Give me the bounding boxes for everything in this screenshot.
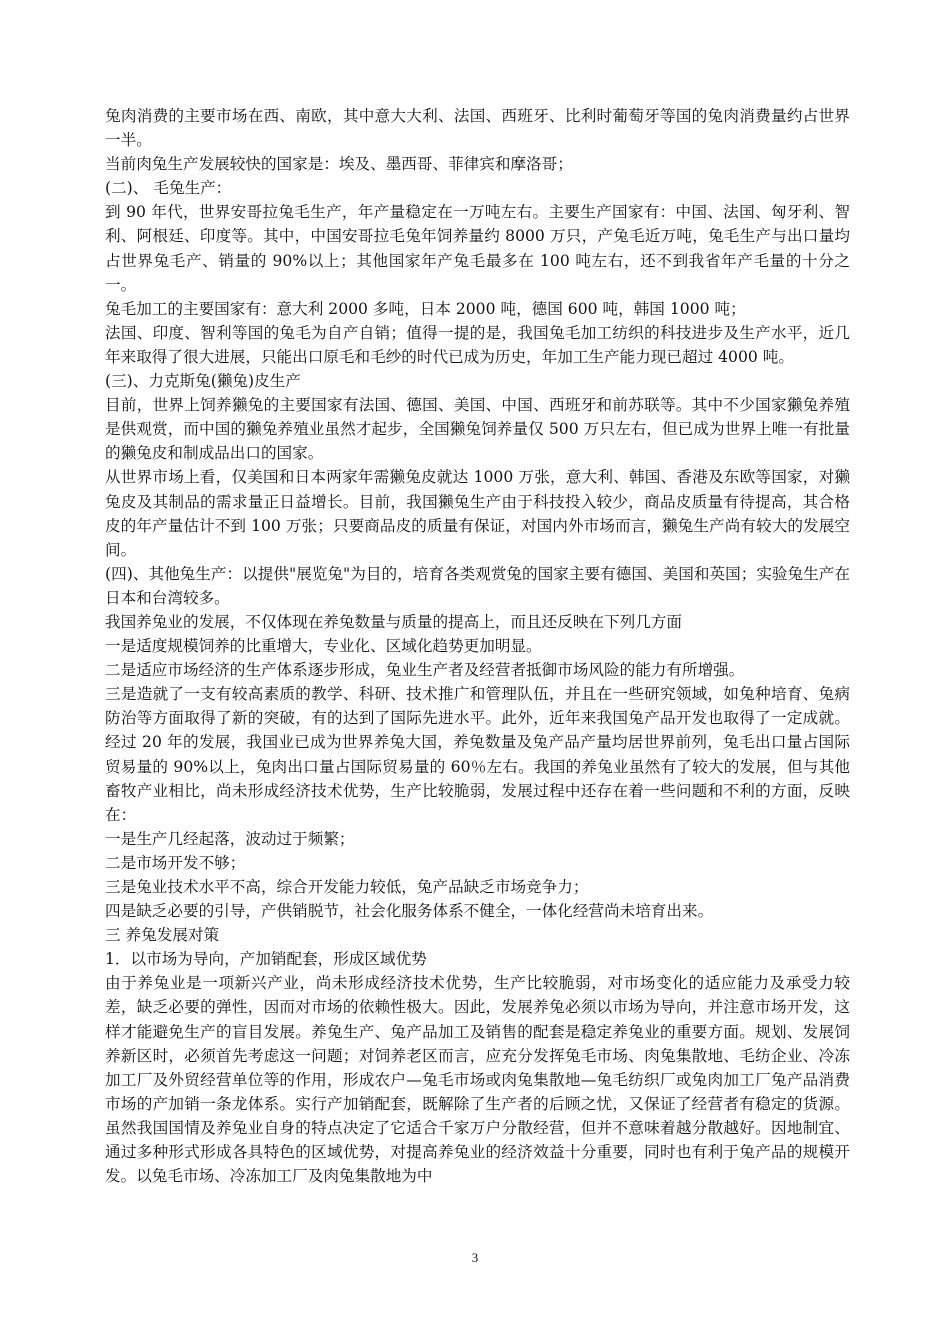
paragraph: 二是市场开发不够； bbox=[105, 853, 246, 872]
paragraph: 到 90 年代，世界安哥拉兔毛生产，年产量稳定在一万吨左右。主要生产国家有：中国、法国、匈牙利、智利、阿根廷、印度等。其中，中国安哥拉毛兔年饲养量约 8000 万只，产兔毛近万吨，兔毛生产与出口量均占世界兔毛产、销量的 90%以上；其他国家年产兔毛最多在 100 吨左右，还不到我省年产毛量的十分之一。 bbox=[105, 203, 850, 294]
paragraph: 一是适度规模饲养的比重增大，专业化、区域化趋势更加明显。 bbox=[105, 637, 542, 656]
page-number: 3 bbox=[471, 1250, 479, 1265]
paragraph: 兔肉消费的主要市场在西、南欧，其中意大大利、法国、西班牙、比利时葡萄牙等国的兔肉消费量约占世界一半。 bbox=[105, 107, 850, 150]
paragraph: 二是适应市场经济的生产体系逐步形成，兔业生产者及经营者抵御市场风险的能力有所增强。 bbox=[105, 661, 745, 680]
paragraph: 我国养兔业的发展，不仅体现在养兔数量与质量的提高上，而且还反映在下列几方面 bbox=[105, 612, 682, 631]
paragraph: 法国、印度、智利等国的兔毛为自产自销；值得一提的是，我国兔毛加工纺织的科技进步及生产水平，近几年来取得了很大进展，只能出口原毛和毛纱的时代已成为历史，年加工生产能力现已超过 4000 吨。 bbox=[105, 323, 850, 366]
paragraph: 三是造就了一支有较高素质的教学、科研、技术推广和管理队伍，并且在一些研究领域，如兔种培育、兔病防治等方面取得了新的突破，有的达到了国际先进水平。此外，近年来我国兔产品开发也取得了一定成就。经过 20 年的发展，我国业已成为世界养兔大国，养兔数量及兔产品产量均居世界前列，兔毛出口量占国际贸易量的 90%以上，兔肉出口量占国际贸易量的 60％左右。我国的养兔业虽然有了较大的发展，但与其他畜牧产业相比，尚未形成经济技术优势，生产比较脆弱，发展过程中还存在着一些问题和不利的方面，反映在： bbox=[105, 685, 850, 824]
paragraph: 当前肉兔生产发展较快的国家是：埃及、墨西哥、菲律宾和摩洛哥； bbox=[105, 155, 573, 174]
paragraph: 兔毛加工的主要国家有：意大利 2000 多吨，日本 2000 吨，德国 600 吨，韩国 1000 吨； bbox=[105, 299, 746, 318]
paragraph: 由于养兔业是一项新兴产业，尚未形成经济技术优势，生产比较脆弱，对市场变化的适应能力及承受力较差，缺乏必要的弹性，因而对市场的依赖性极大。因此，发展养兔必须以市场为导向，并注意市场开发，这样才能避免生产的盲目发展。养兔生产、兔产品加工及销售的配套是稳定养兔业的重要方面。规划、发展饲养新区时，必须首先考虑这一问题；对饲养老区而言，应充分发挥兔毛市场、肉兔集散地、毛纺企业、冷冻加工厂及外贸经营单位等的作用，形成农户—兔毛市场或肉兔集散地—兔毛纺织厂或兔肉加工厂兔产品消费市场的产加销一条龙体系。实行产加销配套，既解除了生产者的后顾之忧，又保证了经营者有稳定的货源。虽然我国国情及养兔业自身的特点决定了它适合千家万户分散经营，但并不意味着越分散越好。因地制宜、通过多种形式形成各具特色的区域优势，对提高养兔业的经济效益十分重要，同时也有利于兔产品的规模开发。以兔毛市场、冷冻加工厂及肉兔集散地为中 bbox=[105, 974, 850, 1186]
paragraph: 目前，世界上饲养獭兔的主要国家有法国、德国、美国、中国、西班牙和前苏联等。其中不少国家獭兔养殖是供观赏，而中国的獭兔养殖业虽然才起步，全国獭兔饲养量仅 500 万只左右，但已成为世界上唯一有批量的獭兔皮和制成品出口的国家。 bbox=[105, 396, 850, 463]
section-heading: 三 养兔发展对策 bbox=[105, 926, 220, 945]
paragraph: 从世界市场上看，仅美国和日本两家年需獭兔皮就达 1000 万张，意大利、韩国、香港及东欧等国家，对獭兔皮及其制品的需求量正日益增长。目前，我国獭兔生产由于科技投入较少，商品皮质量有待提高，其合格皮的年产量估计不到 100 万张；只要商品皮的质量有保证，对国内外市场而言，獭兔生产尚有较大的发展空间。 bbox=[105, 468, 850, 559]
subsection-heading: 1．以市场为导向，产加销配套，形成区域优势 bbox=[105, 950, 427, 969]
section-heading: (二)、 毛兔生产： bbox=[105, 179, 232, 198]
paragraph: 四是缺乏必要的引导，产供销脱节，社会化服务体系不健全，一体化经营尚未培育出来。 bbox=[105, 902, 714, 921]
paragraph: 三是兔业技术水平不高，综合开发能力较低，兔产品缺乏市场竞争力； bbox=[105, 878, 589, 896]
paragraph: 一是生产几经起落，波动过于频繁； bbox=[105, 829, 355, 848]
section-heading: (三)、力克斯兔(獭兔)皮生产 bbox=[105, 372, 301, 391]
paragraph: (四)、其他兔生产：以提供"展览兔"为目的，培育各类观赏兔的国家主要有德国、美国和英国；实验兔生产在日本和台湾较多。 bbox=[105, 564, 850, 607]
body-text bbox=[105, 104, 850, 1188]
